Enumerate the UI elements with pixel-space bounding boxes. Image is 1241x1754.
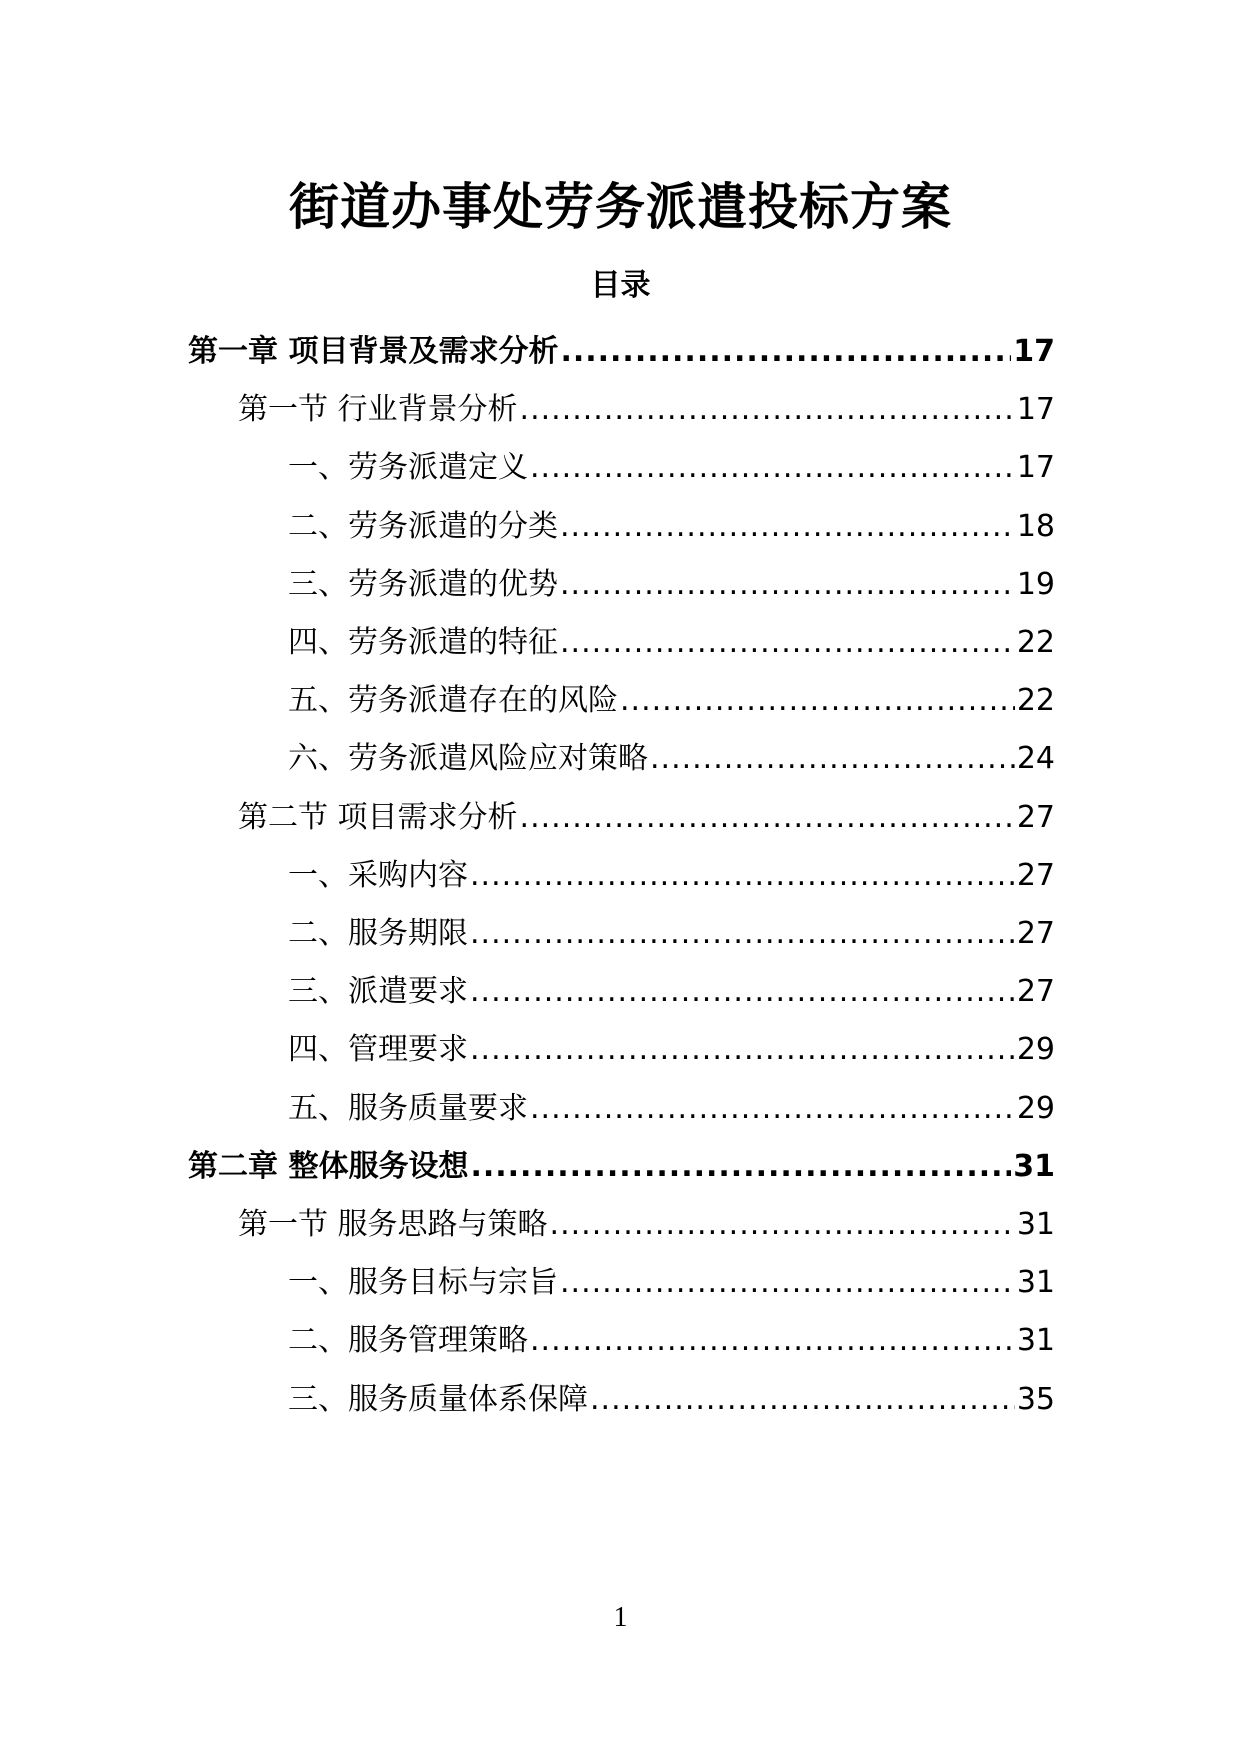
toc-dot-leader [550,1203,1015,1247]
toc-entry-title: 第二节 项目需求分析 [238,800,518,835]
toc-entry[interactable] [288,1378,1055,1422]
toc-entry[interactable] [238,796,1055,840]
toc-entry[interactable] [238,1203,1055,1247]
toc-entry-title: 一、采购内容 [288,858,468,893]
toc-entry-page: 31 [1016,1323,1055,1358]
toc-entry-page: 31 [1016,1265,1055,1300]
toc-entry-page: 22 [1016,683,1055,718]
toc-dot-leader [650,737,1015,781]
toc-dot-leader [530,1087,1015,1131]
toc-entry[interactable] [288,1087,1055,1131]
toc-entry[interactable] [288,1261,1055,1305]
toc-entry-page: 27 [1016,800,1055,835]
toc-entry-page: 27 [1016,974,1055,1009]
toc-entry-title: 二、服务管理策略 [288,1323,528,1358]
toc-entry[interactable] [288,1319,1055,1363]
toc-entry[interactable] [288,446,1055,490]
toc-entry[interactable] [188,330,1055,374]
toc-entry[interactable] [288,621,1055,665]
toc-entry-title: 三、派遣要求 [288,974,468,1009]
toc-entry-title: 五、服务质量要求 [288,1091,528,1126]
toc-entry[interactable] [288,679,1055,723]
toc-entry-page: 27 [1016,916,1055,951]
toc-entry-title: 三、劳务派遣的优势 [288,567,558,602]
toc-entry-title: 一、劳务派遣定义 [288,450,528,485]
toc-entry-page: 27 [1016,858,1055,893]
toc-entry-title: 一、服务目标与宗旨 [288,1265,558,1300]
toc-dot-leader [470,1145,1011,1189]
toc-entry-page: 17 [1016,392,1055,427]
toc-entry-title: 六、劳务派遣风险应对策略 [288,741,648,776]
toc-entry-page: 31 [1013,1149,1055,1184]
toc-entry[interactable] [288,912,1055,956]
toc-entry[interactable] [288,505,1055,549]
toc-entry-title: 四、管理要求 [288,1032,468,1067]
toc-dot-leader [530,446,1015,490]
toc-entry-title: 第二章 整体服务设想 [188,1149,469,1184]
toc-dot-leader [560,1261,1015,1305]
toc-dot-leader [620,679,1015,723]
toc-dot-leader [560,505,1015,549]
toc-dot-leader [560,621,1015,665]
toc-entry-page: 19 [1016,567,1055,602]
toc-entry-page: 31 [1016,1207,1055,1242]
toc-dot-leader [530,1319,1015,1363]
toc-entry-title: 五、劳务派遣存在的风险 [288,683,618,718]
toc-entry-title: 四、劳务派遣的特征 [288,625,558,660]
toc-entry-page: 22 [1016,625,1055,660]
toc-entry-page: 29 [1016,1032,1055,1067]
toc-entry-page: 17 [1016,450,1055,485]
toc-dot-leader [520,796,1015,840]
document-title: 街道办事处劳务派遣投标方案 [289,178,952,236]
toc-dot-leader [560,330,1011,374]
toc-entry[interactable] [238,388,1055,432]
toc-entry-page: 17 [1013,334,1055,369]
toc-entry[interactable] [288,854,1055,898]
toc-entry-title: 第一节 服务思路与策略 [238,1207,548,1242]
toc-dot-leader [470,854,1015,898]
toc-entry-page: 18 [1016,509,1055,544]
toc-dot-leader [470,970,1015,1014]
toc-entry-page: 29 [1016,1091,1055,1126]
toc-entry-title: 三、服务质量体系保障 [288,1382,588,1417]
toc-dot-leader [590,1378,1015,1422]
toc-entry[interactable] [288,1028,1055,1072]
toc-entry[interactable] [288,970,1055,1014]
toc-entry-title: 第一节 行业背景分析 [238,392,518,427]
toc-entry-title: 第一章 项目背景及需求分析 [188,334,559,369]
toc-dot-leader [560,563,1015,607]
toc-heading: 目录 [590,268,651,303]
page-number: 1 [613,1602,628,1633]
toc-dot-leader [470,1028,1015,1072]
toc-dot-leader [520,388,1015,432]
toc-entry-page: 24 [1016,741,1055,776]
toc-entry[interactable] [288,563,1055,607]
toc-entry-title: 二、劳务派遣的分类 [288,509,558,544]
toc-dot-leader [470,912,1015,956]
toc-entry[interactable] [288,737,1055,781]
toc-entry[interactable] [188,1145,1055,1189]
toc-entry-page: 35 [1016,1382,1055,1417]
toc-entry-title: 二、服务期限 [288,916,468,951]
